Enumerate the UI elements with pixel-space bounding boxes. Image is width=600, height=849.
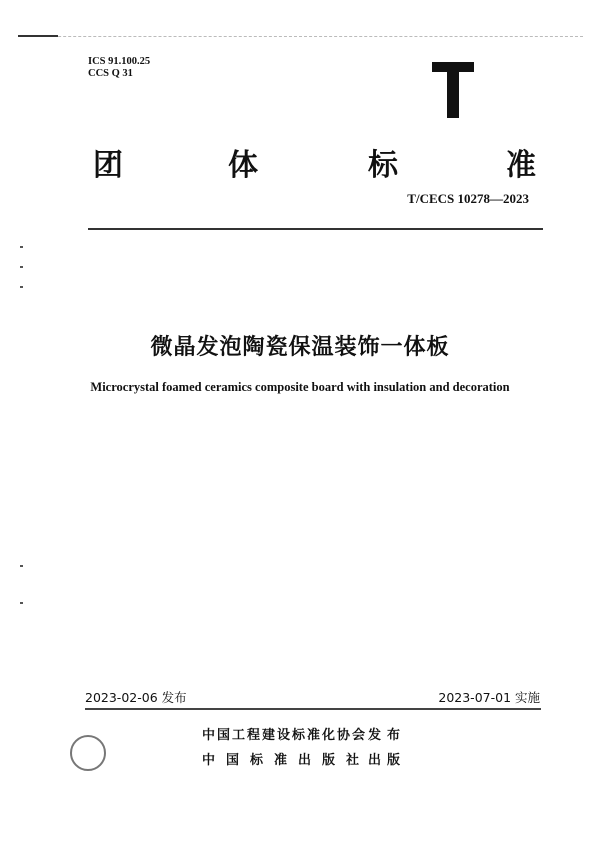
standard-type-char: 标 [368, 148, 398, 183]
standard-type-char: 体 [228, 148, 258, 183]
standard-type-char: 准 [506, 148, 536, 183]
scan-mark [20, 602, 23, 604]
scan-mark [20, 565, 23, 567]
header-divider [88, 228, 543, 230]
document-title-english: Microcrystal foamed ceramics composite board with insulation and decoration [90, 380, 510, 394]
issuer-action: 发布 [368, 728, 407, 743]
ics-code: ICS 91.100.25 [88, 56, 151, 67]
scan-mark [20, 286, 23, 288]
scan-mark [20, 266, 23, 268]
document-title-chinese: 微晶发泡陶瓷保温装饰一体板 [150, 335, 450, 360]
classification-codes [88, 56, 150, 80]
implementation-date: 2023-07-01 实施 [438, 690, 540, 705]
publisher-action: 出版 [368, 753, 407, 768]
standard-code: T/CECS 10278—2023 [407, 191, 529, 206]
scan-mark [20, 246, 23, 248]
top-divider-mark [18, 35, 58, 37]
publisher-name: 中国标准出版社 [202, 753, 371, 768]
category-letter-t-logo [432, 62, 474, 118]
issuer-name: 中国工程建设标准化协会 [202, 728, 368, 743]
footer-divider [85, 708, 541, 710]
ccs-code: CCS Q 31 [88, 68, 133, 79]
standard-type-char: 团 [93, 148, 123, 183]
issue-date: 2023-02-06 发布 [85, 690, 187, 705]
top-divider [18, 36, 583, 37]
association-seal-logo [70, 735, 106, 771]
